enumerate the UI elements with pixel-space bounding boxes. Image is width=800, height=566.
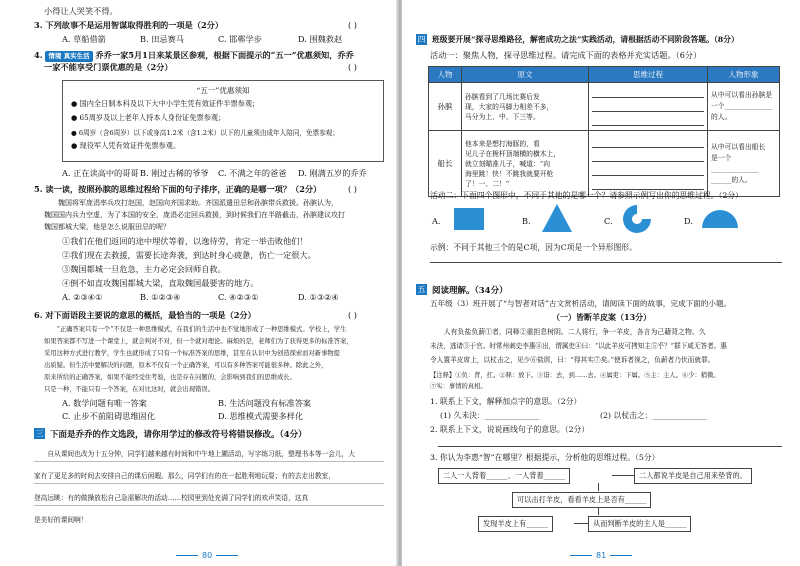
flow-box-1[interactable]: 二人一人背着______、一人背着______ (438, 468, 570, 484)
crescent-shape (620, 202, 654, 236)
flow-box-4[interactable]: 发现羊皮上有______ (478, 516, 553, 532)
table-cell-image[interactable]: 从中可以看出孙膑是 一个______________ 的人。 (708, 83, 780, 131)
notice-line: ● 6周岁（含6周岁）以下或身高1.2米（含1.2米）以下的儿童须由成年人陪同，免票参观； (71, 129, 339, 137)
q5-passage-line: 魏国国内兵力空虚，为了本国的安全，庞涓必定回兵救援，到时候我们在半路截击，孙膑建议攻打 (44, 211, 345, 219)
q5-item: ③魏国都城一旦危急，主力必定会回师自救。 (62, 264, 226, 274)
q4-option-a[interactable]: A. 正在读高中的哥哥 (62, 168, 139, 178)
notice-box (62, 80, 384, 162)
notice-line: ● 65周岁及以上老年人持本人身份证免票参观； (71, 113, 226, 122)
activity-1: 活动一：聚焦人物，探寻思维过程。请完成下面的表格并充实话题。（6分） (430, 50, 702, 60)
q3-option-d[interactable]: D. 围魏救赵 (298, 34, 343, 44)
semicircle-shape (700, 206, 740, 230)
q5-answer-paren[interactable]: ( ) (348, 184, 357, 194)
q3-option-b[interactable]: B. 田忌赛马 (140, 34, 184, 44)
shape-label-b[interactable]: B. (522, 216, 531, 226)
q6-option-a[interactable]: A. 数学问题有唯一答案 (62, 398, 147, 408)
section-3-title: 下面是乔乔的作文选段，请你用学过的修改符号将错误修改。（4分） (50, 430, 307, 440)
thinking-answer-field[interactable] (589, 131, 708, 197)
section-4-title: 班级要开展“探寻思维路径，解密成功之法”实践活动，请根据活动不同阶段答题。（8分） (432, 35, 739, 44)
q6-stem: 6. 对下面语段主要说的意思的概括，最恰当的一项是（2分） (34, 310, 256, 320)
q1-stem: 1. 联系上下文，解释加点字的意思。（2分） (430, 397, 582, 406)
example-text: 示例：不同于其他三个的是C项，因为C项是一个异形图形。 (430, 243, 637, 252)
q4-answer-paren[interactable]: ( ) (348, 62, 357, 72)
table-cell-name: 船长 (429, 131, 462, 197)
flow-box-5[interactable]: 从而判断羊皮的主人是______ (588, 516, 691, 532)
q5-option-b[interactable]: B. ①②③④ (140, 292, 181, 302)
q1b-field[interactable]: (2) 以杖击之：______________ (600, 411, 708, 420)
shape-label-c[interactable]: C. (604, 216, 613, 226)
activity-2: 活动二：下面四个图形中，不同于其他的是哪一个？请参照示例写出你的思维过程。（2分） (430, 191, 743, 200)
story-title: （一）皆断羊皮案（13分） (552, 312, 652, 322)
q3-option-c[interactable]: C. 邯郸学步 (218, 34, 262, 44)
notice-title: “五一”优惠须知 (196, 86, 250, 95)
q4-option-c[interactable]: C. 不满之年的爸爸 (218, 168, 287, 178)
q4-option-b[interactable]: B. 刚过古稀的爷爷 (140, 168, 209, 178)
essay-line: 是美好的课间啊！ (34, 516, 88, 524)
q5-item: ①我们在他们返回的途中埋伏等着，以逸待劳，肯定一举击败他们！ (62, 236, 308, 246)
answer-line[interactable] (430, 262, 782, 263)
table-cell-text: 他本来是想打海豚的，看 见儿子在桅杆顶端横的横木上， 就立刻瞄准儿子，喊道：“向 海里跳！快！不跳我就要开枪 了！一、二！” (462, 131, 589, 197)
q6-passage-line: 采用这种方式进行教学，学生也就形成了只有一个标准答案的思维，甚至在认识中为创造探索而对新事物提 (44, 350, 340, 357)
flow-arrow (574, 523, 588, 524)
flow-arrow (612, 475, 634, 476)
section-5-title: 阅读理解。（34分） (432, 286, 508, 296)
rectangle-shape (452, 204, 486, 234)
page-number: 81 (566, 551, 636, 560)
q4-option-d[interactable]: D. 刚满五岁的乔乔 (298, 168, 367, 178)
thinking-answer-field[interactable] (589, 83, 708, 131)
q6-passage-line: 如果答案都不写进一个课堂上，就会判对不对，但一个就对理论。麻烦的是，老师们为了获得更多的标准答案， (44, 338, 353, 345)
table-cell-image[interactable]: 从中可以看出船长 是一个______________ ______的人。 (708, 131, 780, 197)
thinking-table (428, 66, 780, 197)
q5-stem: 5. 读一读，按照孙膑的思维过程给下面的句子排序，正确的是哪一项？（2分） (34, 184, 322, 194)
section-5-number: 五 (417, 285, 426, 294)
essay-line: 家有了更足多的时间去安排自己的课后闲暇。那么，同学们有的在一起胜利地玩耍；有的去走出教室， (34, 472, 335, 480)
q2-answer-line[interactable] (438, 446, 782, 447)
q3-answer-paren[interactable]: ( ) (348, 20, 357, 30)
flow-box-2: 二人都说羊皮是自己用来垫背的。 (634, 468, 752, 484)
story-line: 未決，逃诸③于官。时常州刺史李惠④出，谓属吏④曰：“以此羊皮可拷知主⑤乎？”群下咸无答者。惠 (430, 342, 727, 350)
essay-line: 自从课间也改为十五分钟，同学们越来越有时间和中午地上圃活动，写字练习纸，整理书本等一会儿，大 (34, 450, 355, 458)
flow-arrow (598, 507, 599, 515)
q6-passage-line: “正确答案只有一个”不仅是一种思维模式，在我们的生活中也不觉地形成了一种思维模式。学校上，学生 (44, 326, 347, 333)
table-cell-name: 孙膑 (429, 83, 462, 131)
top-line: 小得让人哭笑不得。 (44, 6, 118, 16)
flow-box-3[interactable]: 可以击打羊皮，看看羊皮上是否有______ (512, 492, 651, 508)
q6-passage-line: 出质疑。但生活中要解决的问题，原本不仅有一个正确答案，可以有多种答案可能很多种。除此之外， (44, 362, 328, 369)
q5-option-a[interactable]: A. ②③④① (62, 292, 103, 302)
table-header: 思维过程 (589, 67, 708, 83)
shape-label-a[interactable]: A. (432, 216, 441, 226)
section-4-number: 四 (417, 35, 426, 44)
flow-arrow (598, 483, 599, 491)
q6-option-b[interactable]: B. 生活问题没有标准答案 (218, 398, 312, 408)
section-5-intro: 五年级（3）班开展了“与智者对话”古文赏析活动，请阅读下面的故事，完成下面的小题。 (430, 299, 732, 308)
q4-tag: 情境 真实生活 (45, 51, 92, 62)
q5-option-c[interactable]: C. ④②③① (218, 292, 259, 302)
notice-line: ● 现役军人凭有效证件免票参观。 (71, 141, 181, 150)
q5-item: ②我们现在去救援，需要长途奔袭，到达时身心疲惫，伤亡一定很大。 (62, 250, 316, 260)
story-line: 人有负盐负薪①者，同释②重担息树阴。二人将行，争一羊皮，各言为己藉背之物。久 (430, 328, 706, 336)
table-header: 人物 (429, 67, 462, 83)
q5-passage-line: 魏国将军庞涓率兵攻打赵国，赵国向齐国求助。齐国派遣田忌和孙膑带兵救援。孙膑认为， (44, 199, 338, 207)
triangle-shape (540, 202, 574, 234)
q5-option-d[interactable]: D. ①③②④ (298, 292, 339, 302)
q6-option-c[interactable]: C. 止步不前阻碍思维固化 (62, 411, 156, 421)
q5-item: ④倒不如直攻魏国都城大梁，直取魏国最要害的地方。 (62, 278, 259, 288)
q6-passage-line: 原来所给的正确答案，如果不能经受住考验，也是存在问题的，会影响到我们的思维成长。 (44, 374, 296, 381)
table-cell-text: 孙膑看到了几场比赛后发 现，大家的马脚力相差不多， 马分为上、中、下三等。 (462, 83, 589, 131)
notice-line: ● 国内全日制本科及以下大中小学生凭有效证件半票参观； (71, 99, 260, 108)
left-page (0, 0, 398, 566)
essay-line: 登高远眺：有的做操放松自己急需解决的活动……校园里到处充满了同学们的欢声笑语，这真 (34, 494, 309, 502)
section-3-number: 三 (35, 429, 44, 438)
q3-stem: 3. 下列故事不是运用智谋取得胜利的一项是（2分） (34, 20, 224, 30)
note-line: ⑦实：事情的真相。 (430, 383, 487, 390)
q2-stem: 2. 联系上下文，说说画线句子的意思。（2分） (430, 425, 590, 434)
q6-option-d[interactable]: D. 思维模式需要多样化 (218, 411, 304, 421)
q3-option-a[interactable]: A. 草船借箭 (62, 34, 106, 44)
story-line: 令人置羊皮席上，以杖击之，见少⑥盐屑，曰：“得其实⑦矣。”使诉者视之，负薪者乃伏而就罪。 (430, 356, 715, 364)
table-header: 人物形象 (708, 67, 780, 83)
q6-answer-paren[interactable]: ( ) (348, 310, 357, 320)
q3-stem: 3. 你认为李惠“智”在哪里？根据提示，分析他的思维过程。（5分） (430, 453, 660, 462)
q6-passage-line: 只是一种，不能只有一个答案，在对比这时，就会出现错误。 (44, 386, 215, 393)
shape-label-d[interactable]: D. (684, 216, 693, 226)
table-header: 原文 (462, 67, 589, 83)
page-number: 80 (172, 551, 242, 560)
note-line: 【注释】①负：背，扛。②释：放下。③诣：去，到……去。④属吏：下属。⑤主：主人。⑥少：稍微。 (430, 372, 720, 379)
q4-stem: 4. 情境 真实生活 乔乔一家5月1日来某景区参观，根据下面提示的“五一”优惠须知，乔乔 (34, 50, 354, 60)
q1a-field[interactable]: (1) 久未決：______________ (440, 411, 540, 420)
q4-stem-2: 一家不能享受门票优惠的是（2分） (44, 62, 173, 72)
q5-passage-line: 魏国都城大梁，他是怎么说服田忌的呢？ (44, 223, 170, 231)
